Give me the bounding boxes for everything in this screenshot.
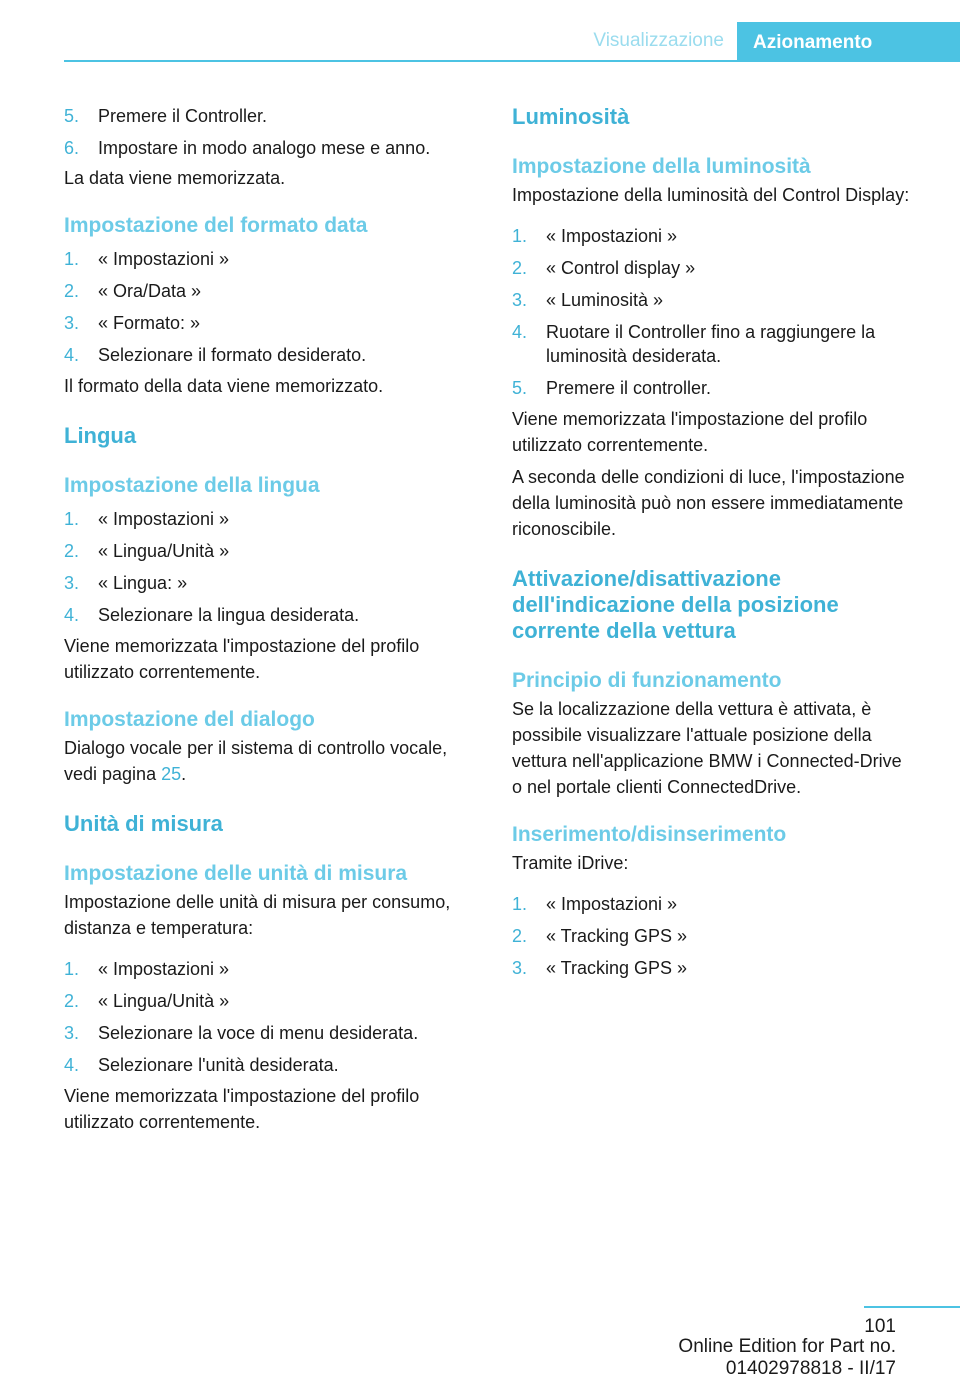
date-saved-text: La data viene memorizzata. — [64, 168, 286, 188]
lingua-subheading: Impostazione della lingua — [64, 474, 320, 497]
step-text: « Lingua/Unità » — [98, 541, 230, 561]
steps-lingua — [64, 507, 464, 627]
step-text: Premere il controller. — [546, 378, 712, 398]
list-item — [512, 288, 912, 312]
left-column — [64, 104, 464, 1135]
step-number: 3. — [512, 958, 528, 978]
list-item — [512, 376, 912, 400]
format-saved-text: Il formato della data viene memorizzato. — [64, 376, 384, 396]
step-text: Selezionare l'unità desiderata. — [98, 1055, 339, 1075]
step-text: Ruotare il Controller fino a raggiungere la luminosità desiderata. — [546, 322, 876, 366]
ins-heading: Inserimento/disinserimento — [512, 823, 787, 846]
step-text: « Impostazioni » — [98, 959, 230, 979]
page-number: 101 — [864, 1316, 896, 1337]
step-number: 1. — [64, 509, 80, 529]
right-column — [512, 104, 912, 980]
list-item — [512, 892, 912, 916]
step-text: « Tracking GPS » — [546, 958, 688, 978]
steps-date — [64, 104, 464, 160]
step-number: 1. — [64, 249, 80, 269]
step-number: 3. — [64, 573, 80, 593]
step-text: Selezionare la voce di menu desiderata. — [98, 1023, 419, 1043]
list-item — [64, 539, 464, 563]
step-text: « Luminosità » — [546, 290, 664, 310]
list-item — [64, 507, 464, 531]
step-number: 1. — [512, 894, 528, 914]
step-text: « Formato: » — [98, 313, 201, 333]
principio-heading: Principio di funzionamento — [512, 669, 782, 692]
lum-saved-text: Viene memorizzata l'impostazione del profilo utilizzato correntemente. — [512, 409, 868, 455]
page-link[interactable]: 25 — [161, 764, 182, 784]
pos-heading: Attivazione/disattivazione dell'indicazione della posizione corrente della vettura — [512, 566, 839, 643]
step-text: Premere il Controller. — [98, 106, 268, 126]
list-item — [64, 957, 464, 981]
lingua-saved-text: Viene memorizzata l'impostazione del profilo utilizzato correntemente. — [64, 636, 420, 682]
list-item — [64, 279, 464, 303]
step-number: 5. — [64, 106, 80, 126]
step-text: « Lingua: » — [98, 573, 188, 593]
edition-footer: Online Edition for Part no. 01402978818 - II/17 — [678, 1336, 896, 1379]
steps-format — [64, 247, 464, 367]
step-number: 4. — [64, 605, 80, 625]
step-text: Selezionare la lingua desiderata. — [98, 605, 360, 625]
footer-rule — [864, 1306, 960, 1308]
list-item — [512, 256, 912, 280]
lingua-heading: Lingua — [64, 423, 137, 448]
dialogo-end: . — [181, 764, 187, 784]
step-number: 1. — [512, 226, 528, 246]
ins-intro: Tramite iDrive: — [512, 853, 629, 873]
lum-heading: Luminosità — [512, 104, 630, 129]
step-number: 6. — [64, 138, 80, 158]
unita-heading: Unità di misura — [64, 811, 223, 836]
header-section-label: Visualizzazione — [593, 30, 724, 51]
unita-saved-text: Viene memorizzata l'impostazione del profilo utilizzato correntemente. — [64, 1086, 420, 1132]
unita-intro: Impostazione delle unità di misura per consumo, distanza e temperatura: — [64, 892, 451, 938]
dialogo-text — [64, 735, 464, 787]
step-number: 2. — [64, 281, 80, 301]
lum-subheading: Impostazione della luminosità — [512, 155, 811, 178]
step-text: « Control display » — [546, 258, 696, 278]
format-heading: Impostazione del formato data — [64, 214, 368, 237]
step-number: 2. — [512, 926, 528, 946]
list-item — [512, 956, 912, 980]
unita-subheading: Impostazione delle unità di misura — [64, 862, 408, 885]
step-text: « Impostazioni » — [98, 249, 230, 269]
steps-unita — [64, 957, 464, 1077]
step-text: « Impostazioni » — [98, 509, 230, 529]
list-item — [64, 247, 464, 271]
step-number: 3. — [64, 1023, 80, 1043]
header-chapter-tab: Azionamento — [737, 22, 960, 62]
step-number: 2. — [64, 541, 80, 561]
dialogo-heading: Impostazione del dialogo — [64, 708, 315, 731]
lum-intro: Impostazione della luminosità del Control Display: — [512, 185, 910, 205]
step-text: « Lingua/Unità » — [98, 991, 230, 1011]
list-item — [512, 224, 912, 248]
principio-text: Se la localizzazione della vettura è attivata, è possibile visualizzare l'attuale posizione della vettura nell'applicazione BMW i Connected‐Drive o nel portale clienti ConnectedDrive. — [512, 699, 902, 797]
list-item — [64, 343, 464, 367]
step-number: 1. — [64, 959, 80, 979]
list-item — [64, 571, 464, 595]
list-item — [64, 136, 464, 160]
step-number: 4. — [64, 1055, 80, 1075]
step-number: 4. — [512, 322, 528, 342]
step-number: 2. — [512, 258, 528, 278]
list-item — [64, 603, 464, 627]
step-number: 4. — [64, 345, 80, 365]
list-item — [64, 1021, 464, 1045]
step-number: 2. — [64, 991, 80, 1011]
lum-note: A seconda delle condizioni di luce, l'impostazione della luminosità può non essere immediatamente riconoscibile. — [512, 467, 905, 539]
step-number: 5. — [512, 378, 528, 398]
list-item — [512, 320, 912, 368]
list-item — [64, 311, 464, 335]
list-item — [64, 989, 464, 1013]
step-text: « Impostazioni » — [546, 226, 678, 246]
step-text: « Impostazioni » — [546, 894, 678, 914]
step-text: « Ora/Data » — [98, 281, 202, 301]
dialogo-body: Dialogo vocale per il sistema di controllo vocale, vedi pagina — [64, 738, 448, 784]
step-text: « Tracking GPS » — [546, 926, 688, 946]
step-number: 3. — [64, 313, 80, 333]
list-item — [512, 924, 912, 948]
list-item — [64, 1053, 464, 1077]
steps-ins — [512, 892, 912, 980]
step-text: Selezionare il formato desiderato. — [98, 345, 367, 365]
steps-lum — [512, 224, 912, 400]
step-number: 3. — [512, 290, 528, 310]
list-item — [64, 104, 464, 128]
step-text: Impostare in modo analogo mese e anno. — [98, 138, 431, 158]
